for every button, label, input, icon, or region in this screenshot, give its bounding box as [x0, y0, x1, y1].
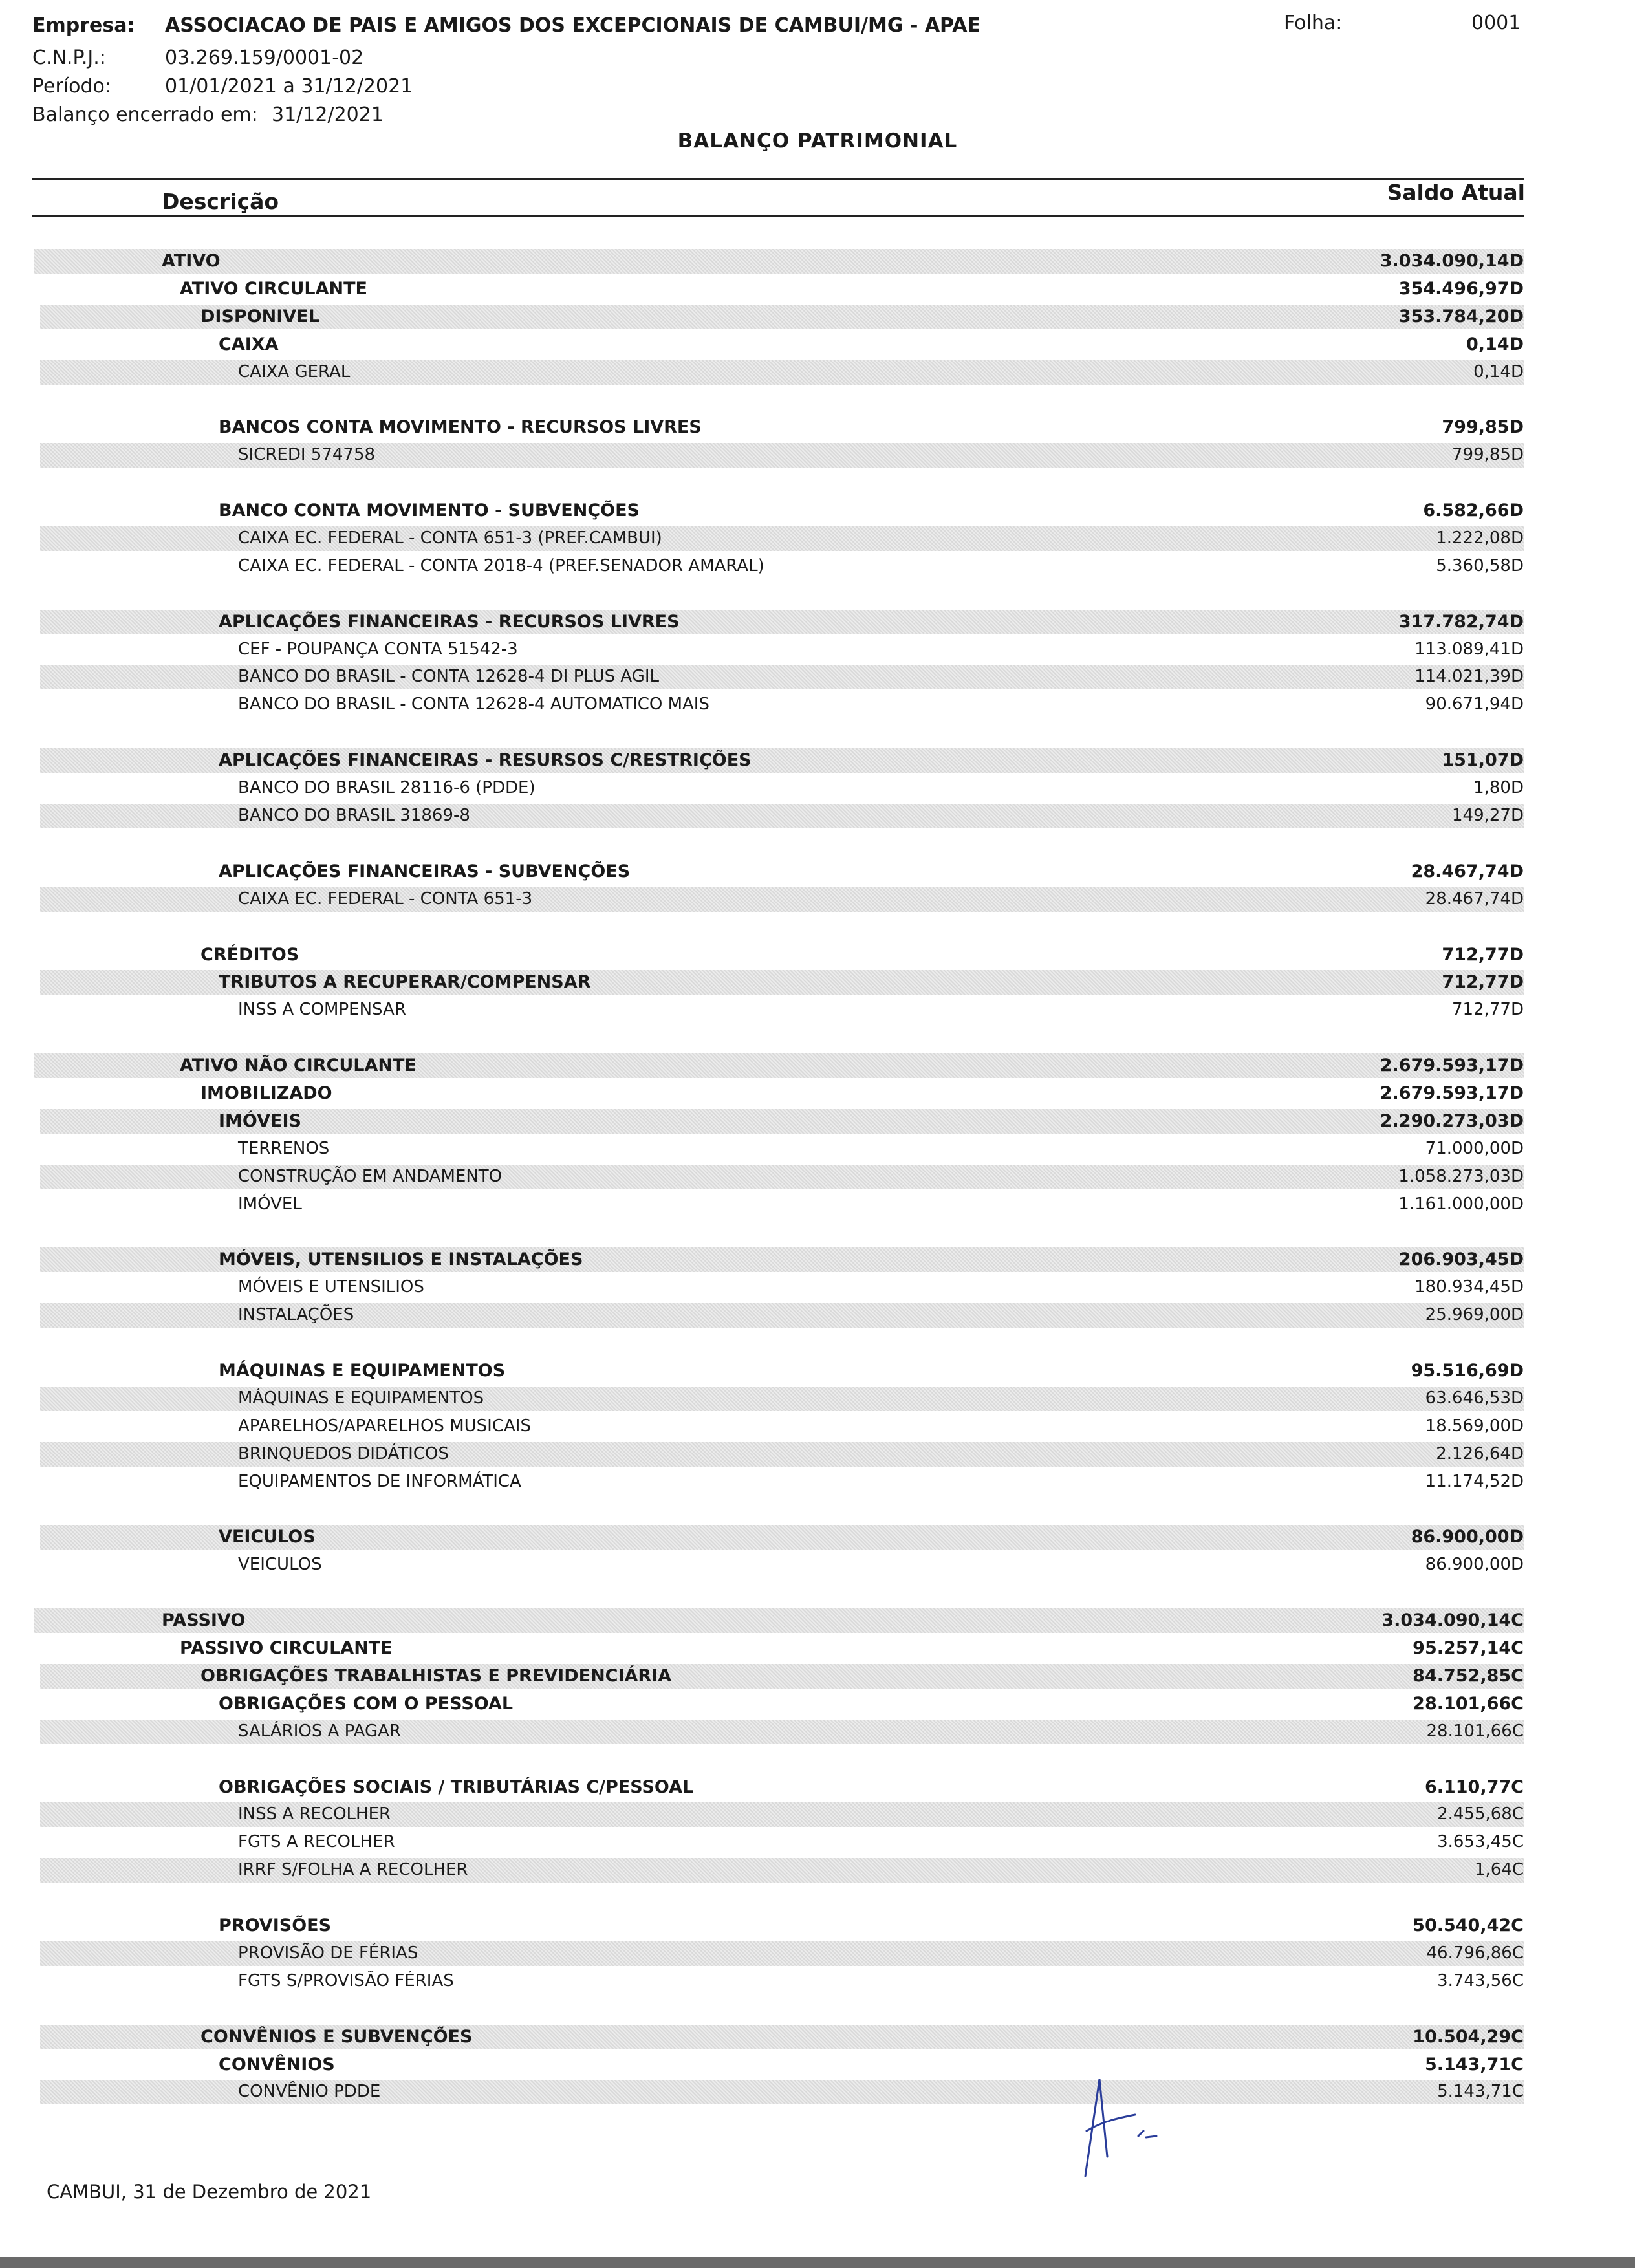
- table-row: [40, 2080, 1524, 2104]
- row-balance: 3.743,56C: [1437, 1971, 1524, 1991]
- table-row: [40, 2053, 1524, 2077]
- table-row: [40, 332, 1524, 357]
- row-balance: 114.021,39D: [1414, 667, 1524, 686]
- row-description: CONVÊNIO PDDE: [238, 2082, 381, 2101]
- row-description: EQUIPAMENTOS DE INFORMÁTICA: [238, 1472, 521, 1491]
- row-description: OBRIGAÇÕES SOCIAIS / TRIBUTÁRIAS C/PESSOAL: [219, 1777, 694, 1797]
- row-balance: 5.143,71C: [1437, 2082, 1524, 2101]
- table-row: [40, 804, 1524, 828]
- table-row: [34, 1608, 1524, 1633]
- row-description: IMOBILIZADO: [200, 1083, 332, 1103]
- row-description: MÓVEIS E UTENSILIOS: [238, 1277, 424, 1297]
- row-balance: 5.360,58D: [1436, 556, 1524, 576]
- row-balance: 317.782,74D: [1398, 612, 1524, 632]
- folha-label: Folha:: [1284, 12, 1343, 34]
- row-description: INSS A RECOLHER: [238, 1804, 391, 1824]
- row-balance: 11.174,52D: [1425, 1472, 1524, 1491]
- row-description: VEICULOS: [219, 1527, 316, 1547]
- row-balance: 353.784,20D: [1398, 307, 1524, 327]
- row-description: CAIXA EC. FEDERAL - CONTA 2018-4 (PREF.SENADOR AMARAL): [238, 556, 764, 576]
- row-description: BANCO DO BRASIL 28116-6 (PDDE): [238, 778, 536, 797]
- row-balance: 0,14D: [1466, 334, 1524, 354]
- scan-edge: [0, 2257, 1635, 2268]
- row-description: CAIXA EC. FEDERAL - CONTA 651-3 (PREF.CAMBUI): [238, 528, 662, 548]
- row-description: MÓVEIS, UTENSILIOS E INSTALAÇÕES: [219, 1249, 583, 1269]
- row-description: APARELHOS/APARELHOS MUSICAIS: [238, 1416, 531, 1436]
- row-description: MÁQUINAS E EQUIPAMENTOS: [219, 1361, 506, 1381]
- row-description: PROVISÕES: [219, 1916, 332, 1936]
- table-row: [40, 1830, 1524, 1855]
- row-balance: 63.646,53D: [1425, 1388, 1524, 1408]
- table-row: [40, 859, 1524, 884]
- row-balance: 28.101,66C: [1426, 1722, 1524, 1741]
- row-description: FGTS S/PROVISÃO FÉRIAS: [238, 1971, 454, 1991]
- table-row: [40, 1165, 1524, 1189]
- row-description: ATIVO NÃO CIRCULANTE: [180, 1055, 417, 1075]
- row-description: TRIBUTOS A RECUPERAR/COMPENSAR: [219, 972, 591, 992]
- row-description: APLICAÇÕES FINANCEIRAS - RECURSOS LIVRES: [219, 612, 680, 632]
- row-balance: 1.058.273,03D: [1398, 1167, 1524, 1186]
- row-balance: 1.222,08D: [1436, 528, 1524, 548]
- row-description: APLICAÇÕES FINANCEIRAS - RESURSOS C/RESTRIÇÕES: [219, 750, 752, 770]
- table-row: [40, 776, 1524, 801]
- row-description: MÁQUINAS E EQUIPAMENTOS: [238, 1388, 484, 1408]
- row-balance: 2.679.593,17D: [1380, 1083, 1524, 1103]
- table-row: [40, 1193, 1524, 1217]
- cnpj-value: 03.269.159/0001-02: [165, 47, 364, 69]
- table-row: [40, 2025, 1524, 2049]
- row-balance: 180.934,45D: [1414, 1277, 1524, 1297]
- table-row: [40, 1442, 1524, 1467]
- table-row: [40, 1137, 1524, 1161]
- cnpj-label: C.N.P.J.:: [32, 47, 106, 69]
- row-balance: 71.000,00D: [1425, 1139, 1524, 1158]
- row-description: IMÓVEL: [238, 1194, 302, 1214]
- row-description: IRRF S/FOLHA A RECOLHER: [238, 1860, 468, 1879]
- table-row: [40, 1525, 1524, 1550]
- row-balance: 86.900,00D: [1411, 1527, 1524, 1547]
- row-balance: 712,77D: [1452, 1000, 1524, 1019]
- row-description: CONVÊNIOS: [219, 2055, 335, 2075]
- table-row: [40, 970, 1524, 995]
- table-row: [40, 526, 1524, 551]
- row-description: PASSIVO: [162, 1610, 246, 1630]
- row-balance: 86.900,00D: [1425, 1555, 1524, 1574]
- row-description: FGTS A RECOLHER: [238, 1832, 395, 1852]
- row-description: CONSTRUÇÃO EM ANDAMENTO: [238, 1167, 503, 1186]
- table-row: [40, 748, 1524, 773]
- row-balance: 3.034.090,14C: [1381, 1610, 1524, 1630]
- table-row: [40, 1387, 1524, 1411]
- table-row: [40, 1553, 1524, 1577]
- row-description: APLICAÇÕES FINANCEIRAS - SUBVENÇÕES: [219, 861, 631, 881]
- row-balance: 28.467,74D: [1425, 889, 1524, 909]
- row-description: CRÉDITOS: [200, 945, 299, 965]
- row-balance: 206.903,45D: [1398, 1249, 1524, 1269]
- row-balance: 354.496,97D: [1398, 279, 1524, 299]
- document-title: BALANÇO PATRIMONIAL: [677, 129, 958, 153]
- signature-mark: [1074, 2060, 1190, 2189]
- table-row: [40, 943, 1524, 967]
- row-balance: 25.969,00D: [1425, 1305, 1524, 1324]
- table-row: [40, 1275, 1524, 1300]
- row-balance: 46.796,86C: [1426, 1943, 1524, 1963]
- row-description: OBRIGAÇÕES COM O PESSOAL: [219, 1694, 514, 1714]
- encerrado-value: 31/12/2021: [272, 103, 384, 126]
- table-row: [40, 1109, 1524, 1134]
- row-balance: 799,85D: [1452, 445, 1524, 464]
- row-description: DISPONIVEL: [200, 307, 319, 327]
- table-row: [40, 415, 1524, 440]
- row-description: BANCO DO BRASIL - CONTA 12628-4 AUTOMATICO MAIS: [238, 695, 709, 714]
- table-row: [40, 1470, 1524, 1495]
- row-description: PROVISÃO DE FÉRIAS: [238, 1943, 418, 1963]
- empresa-label: Empresa:: [32, 14, 135, 37]
- empresa-value: ASSOCIACAO DE PAIS E AMIGOS DOS EXCEPCIONAIS DE CAMBUI/MG - APAE: [165, 14, 980, 37]
- periodo-value: 01/01/2021 a 31/12/2021: [165, 75, 413, 98]
- row-balance: 6.110,77C: [1424, 1777, 1524, 1797]
- row-balance: 90.671,94D: [1425, 695, 1524, 714]
- table-row: [40, 1303, 1524, 1328]
- folha-value: 0001: [1471, 12, 1521, 34]
- row-balance: 1.161.000,00D: [1398, 1194, 1524, 1214]
- periodo-label: Período:: [32, 75, 112, 98]
- row-description: OBRIGAÇÕES TRABALHISTAS E PREVIDENCIÁRIA: [200, 1666, 672, 1686]
- table-row: [40, 1247, 1524, 1272]
- table-row: [40, 1969, 1524, 1994]
- column-header-saldo: Saldo Atual: [1387, 180, 1525, 205]
- row-balance: 2.126,64D: [1436, 1444, 1524, 1463]
- row-balance: 3.653,45C: [1437, 1832, 1524, 1852]
- row-description: CAIXA: [219, 334, 279, 354]
- row-balance: 151,07D: [1442, 750, 1524, 770]
- table-row: [40, 1858, 1524, 1883]
- row-description: VEICULOS: [238, 1555, 322, 1574]
- column-header-descricao: Descrição: [162, 189, 279, 214]
- table-row: [40, 1720, 1524, 1744]
- table-row: [40, 305, 1524, 329]
- table-row: [34, 1053, 1524, 1078]
- row-balance: 1,64C: [1474, 1860, 1524, 1879]
- row-description: ATIVO CIRCULANTE: [180, 279, 367, 299]
- row-balance: 6.582,66D: [1423, 501, 1524, 521]
- table-row: [34, 249, 1524, 274]
- row-balance: 28.101,66C: [1413, 1694, 1524, 1714]
- row-balance: 95.516,69D: [1411, 1361, 1524, 1381]
- row-balance: 2.455,68C: [1437, 1804, 1524, 1824]
- row-description: BANCO DO BRASIL 31869-8: [238, 806, 470, 825]
- row-description: INSS A COMPENSAR: [238, 1000, 406, 1019]
- table-row: [40, 1359, 1524, 1383]
- row-balance: 3.034.090,14D: [1380, 251, 1524, 271]
- table-row: [40, 638, 1524, 662]
- row-description: INSTALAÇÕES: [238, 1305, 354, 1324]
- table-row: [40, 610, 1524, 634]
- row-balance: 2.290.273,03D: [1380, 1111, 1524, 1131]
- table-row: [40, 998, 1524, 1022]
- row-balance: 10.504,29C: [1413, 2027, 1524, 2047]
- row-balance: 18.569,00D: [1425, 1416, 1524, 1436]
- row-description: ATIVO: [162, 251, 221, 271]
- row-description: SICREDI 574758: [238, 445, 376, 464]
- row-description: BANCO CONTA MOVIMENTO - SUBVENÇÕES: [219, 501, 640, 521]
- table-row: [40, 1914, 1524, 1938]
- table-row: [40, 554, 1524, 579]
- row-balance: 149,27D: [1452, 806, 1524, 825]
- row-description: SALÁRIOS A PAGAR: [238, 1722, 402, 1741]
- row-description: CEF - POUPANÇA CONTA 51542-3: [238, 640, 518, 659]
- row-balance: 2.679.593,17D: [1380, 1055, 1524, 1075]
- row-description: CONVÊNIOS E SUBVENÇÕES: [200, 2027, 473, 2047]
- table-row: [40, 1802, 1524, 1827]
- row-balance: 799,85D: [1442, 417, 1524, 437]
- table-row: [34, 277, 1524, 301]
- footer-city-date: CAMBUI, 31 de Dezembro de 2021: [47, 2181, 372, 2203]
- table-row: [40, 1081, 1524, 1106]
- table-row: [40, 693, 1524, 717]
- row-balance: 5.143,71C: [1424, 2055, 1524, 2075]
- table-row: [40, 1941, 1524, 1966]
- row-balance: 28.467,74D: [1411, 861, 1524, 881]
- row-description: CAIXA GERAL: [238, 362, 351, 382]
- table-row: [40, 360, 1524, 385]
- table-row: [40, 443, 1524, 468]
- row-balance: 113.089,41D: [1414, 640, 1524, 659]
- row-balance: 1,80D: [1473, 778, 1524, 797]
- row-description: BRINQUEDOS DIDÁTICOS: [238, 1444, 449, 1463]
- table-row: [40, 887, 1524, 912]
- row-balance: 0,14D: [1473, 362, 1524, 382]
- table-row: [40, 499, 1524, 523]
- row-description: IMÓVEIS: [219, 1111, 301, 1131]
- row-balance: 84.752,85C: [1413, 1666, 1524, 1686]
- row-description: TERRENOS: [238, 1139, 330, 1158]
- table-row: [40, 1692, 1524, 1716]
- table-row: [40, 1414, 1524, 1439]
- row-description: BANCOS CONTA MOVIMENTO - RECURSOS LIVRES: [219, 417, 702, 437]
- row-balance: 95.257,14C: [1413, 1638, 1524, 1658]
- encerrado-label: Balanço encerrado em:: [32, 103, 258, 126]
- row-description: PASSIVO CIRCULANTE: [180, 1638, 393, 1658]
- row-description: BANCO DO BRASIL - CONTA 12628-4 DI PLUS AGIL: [238, 667, 660, 686]
- row-description: CAIXA EC. FEDERAL - CONTA 651-3: [238, 889, 533, 909]
- table-row: [40, 1775, 1524, 1800]
- row-balance: 712,77D: [1442, 945, 1524, 965]
- table-row: [40, 665, 1524, 689]
- row-balance: 712,77D: [1442, 972, 1524, 992]
- table-row: [34, 1636, 1524, 1661]
- table-row: [40, 1664, 1524, 1689]
- row-balance: 50.540,42C: [1413, 1916, 1524, 1936]
